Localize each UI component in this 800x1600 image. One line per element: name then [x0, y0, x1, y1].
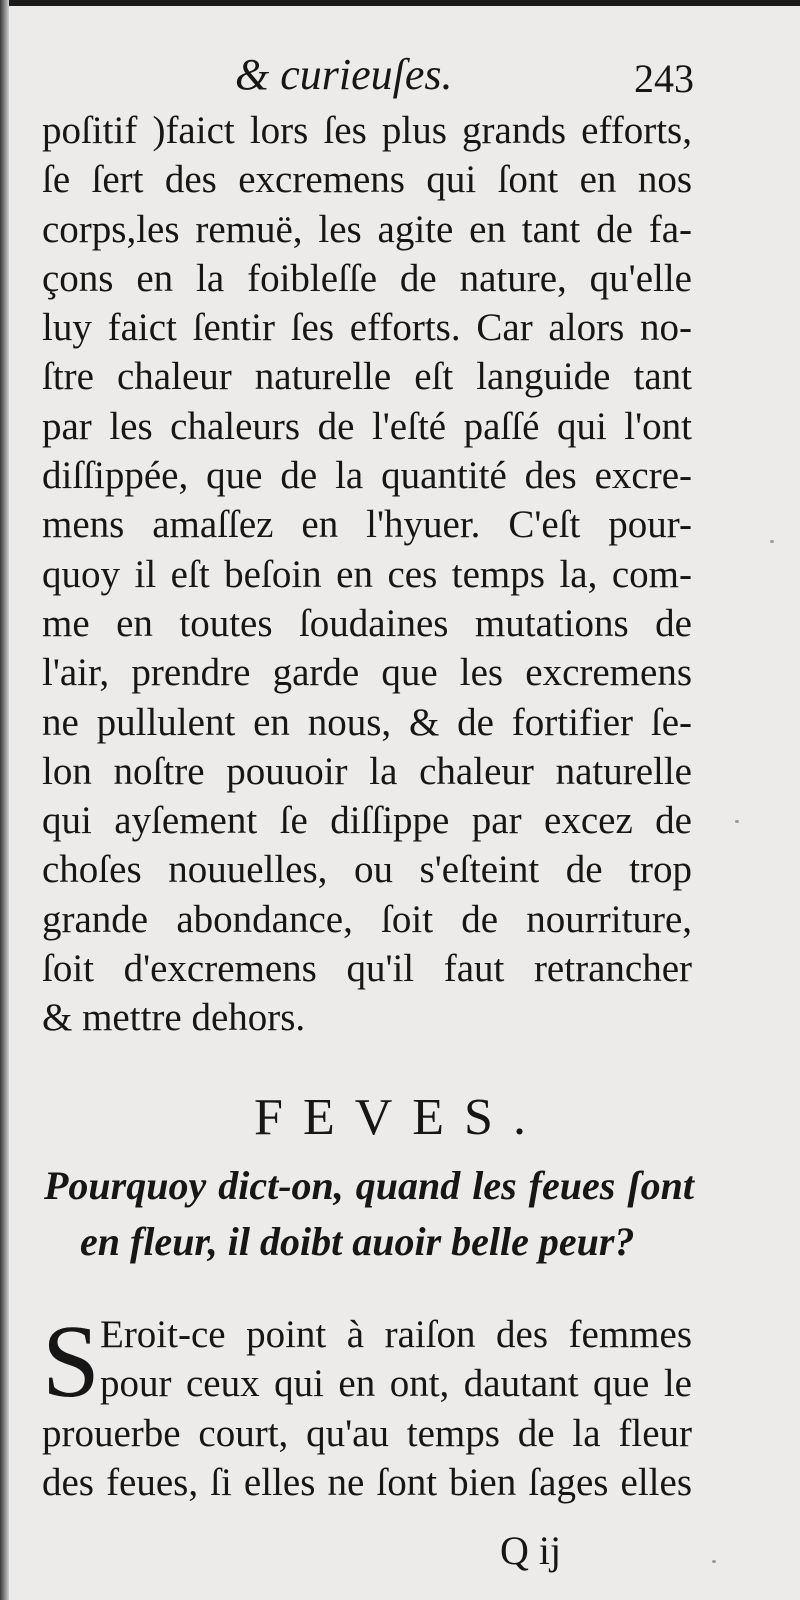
text-line: quoy il eſt beſoin en ces temps la, com- [42, 552, 692, 596]
paper-speck [770, 540, 774, 543]
question-line: Pourquoy dict-on, quand les feues ſont [44, 1163, 694, 1208]
text-line: me en toutes ſoudaines mutations de [42, 601, 692, 645]
text-line: diſſippée, que de la quantité des excre- [42, 454, 692, 498]
body-paragraph [42, 106, 692, 1043]
text-line: par les chaleurs de l'eſté paſſé qui l'ont [42, 404, 692, 448]
page-top-edge [0, 0, 800, 6]
drop-cap: S [42, 1304, 100, 1419]
text-line: poſitif )faict lors ſes plus grands efforts, [42, 109, 692, 152]
text-line: l'air, prendre garde que les excremens [42, 651, 692, 695]
text-line: mens amaſſez en l'hyuer. C'eſt pour- [42, 503, 692, 547]
paper-speck [735, 820, 739, 823]
answer-paragraph [42, 1304, 692, 1507]
text-line: Eroit-ce point à raiſon des femmes [100, 1313, 692, 1356]
text-line: choſes nouuelles, ou s'eſteint de trop [42, 848, 692, 892]
text-line: qui ayſement ſe diſſippe par excez de [42, 799, 692, 843]
text-line: ſoit d'excremens qu'il faut retrancher [42, 947, 692, 991]
signature-mark: Q ij [500, 1528, 562, 1573]
question-heading [44, 1158, 694, 1270]
text-line: grande abondance, ſoit de nourriture, [42, 897, 692, 941]
text-line: corps,les remuë, les agite en tant de fa- [42, 207, 692, 251]
text-line: & mettre dehors. [42, 996, 306, 1040]
paper-speck [712, 1560, 716, 1563]
text-line: pour ceux qui en ont, dautant que le [100, 1362, 692, 1406]
text-line: des feues, ſi elles ne ſont bien ſages elles [42, 1460, 692, 1504]
text-line: ſe ſert des excremens qui ſont en nos [42, 158, 692, 202]
running-header [40, 40, 694, 101]
text-line: lon noſtre pouuoir la chaleur naturelle [42, 749, 692, 793]
text-line: prouerbe court, qu'au temps de la fleur [42, 1411, 692, 1455]
section-heading: FEVES. [254, 1089, 546, 1146]
text-line: ne pullulent en nous, & de fortifier ſe- [42, 700, 692, 744]
running-title: & curieuſes. [235, 50, 453, 99]
page-number: 243 [634, 56, 694, 101]
text-line: luy faict ſentir ſes efforts. Car alors no- [42, 306, 692, 350]
text-line: ſtre chaleur naturelle eſt languide tant [42, 355, 692, 399]
text-line: çons en la foibleſſe de nature, qu'elle [42, 256, 692, 300]
question-line: en fleur, il doibt auoir belle peur? [80, 1219, 635, 1264]
page-gutter-edge [0, 0, 9, 1600]
